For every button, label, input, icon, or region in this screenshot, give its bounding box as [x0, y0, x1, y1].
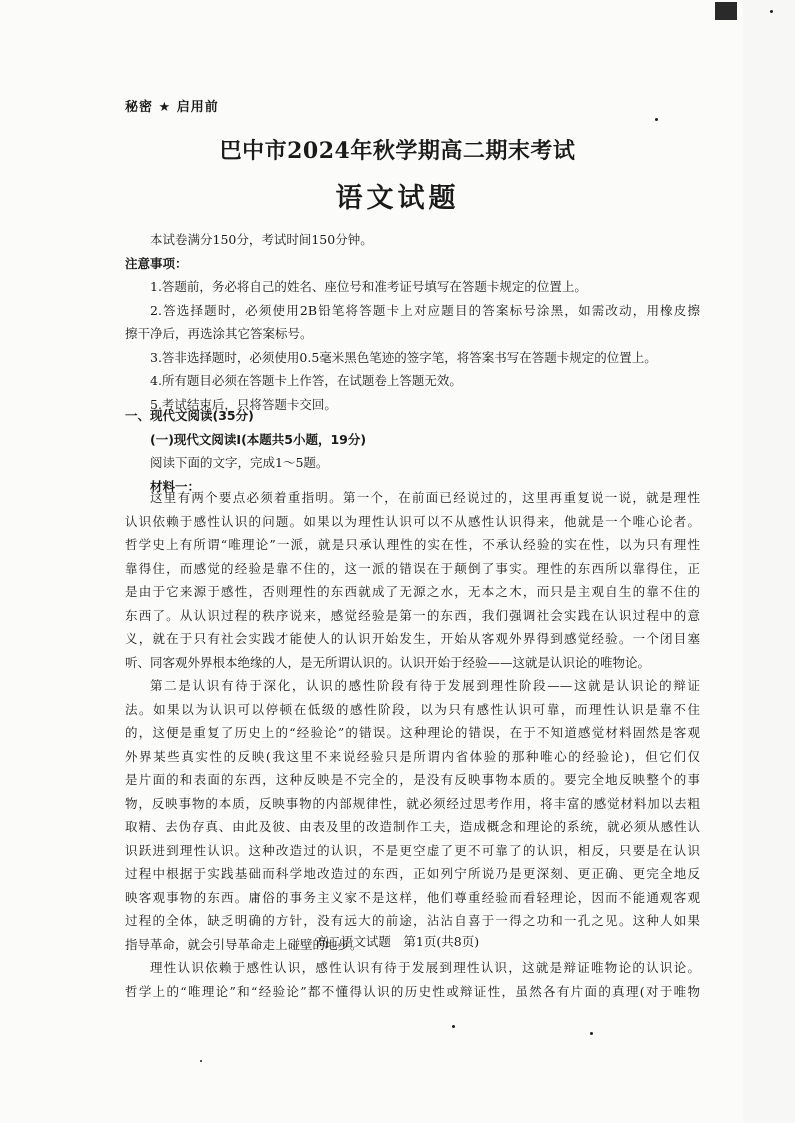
passage-line: 指导革命，就会引导革命走上碰壁的地步。: [125, 936, 363, 952]
note-item: 3.答非选择题时，必须使用0.5毫米黑色笔迹的签字笔，将答案书写在答题卡规定的位置上。: [150, 349, 657, 365]
notes-heading: 注意事项：: [125, 255, 188, 271]
confidential-label: 秘密 ★ 启用前: [125, 100, 219, 115]
passage-line: 这里有两个要点必须着重指明。第一个，在前面已经说过的，这里再重复说一说，就是理性: [150, 490, 700, 505]
passage-line: 靠得住，而感觉的经验是靠不住的，这一派的错误在于颠倒了事实。理性的东西所以靠得住，正: [125, 560, 700, 576]
passage-line: 法。如果以为认识可以停顿在低级的感性阶段，以为只有感性认识可靠，而理性认识是靠不住: [125, 701, 700, 717]
scan-speck: [655, 118, 658, 121]
passage-line: 映客观事物的东西。庸俗的事务主义家不是这样，他们尊重经验而看轻理论，因而不能通观客观: [125, 889, 700, 905]
passage-line: 认识依赖于感性认识的问题。如果以为理性认识可以不从感性认识得来，他就是一个唯心论者。: [125, 513, 700, 529]
passage-line: 是片面的和表面的东西，这种反映是不完全的，是没有反映事物本质的。要完全地反映整个的事: [125, 772, 700, 787]
passage: [125, 486, 700, 1003]
subsection-title: (一)现代文阅读Ⅰ(本题共5小题，19分): [150, 431, 367, 447]
passage-line: 过程的全体，缺乏明确的方针，没有远大的前途，沾沾自喜于一得之功和一孔之见。这种人如果: [125, 913, 700, 928]
passage-line: 是由于它来源于感性，否则理性的东西就成了无源之水，无本之木，而只是主观自生的靠不住的: [125, 584, 700, 599]
passage-line: 物，反映事物的本质，反映事物的内部规律性，就必须经过思考作用，将丰富的感觉材料加以去粗: [125, 795, 700, 811]
scan-speck: [590, 1032, 593, 1035]
scan-speck: [452, 1025, 455, 1028]
reading-section: [125, 404, 700, 498]
note-item: 2.答选择题时，必须使用2B铅笔将答题卡上对应题目的答案标号涂黑，如需改动，用橡皮擦: [150, 302, 700, 318]
note-item: 4.所有题目必须在答题卡上作答，在试题卷上答题无效。: [150, 373, 462, 388]
passage-line: 哲学史上有所谓“唯理论”一派，就是只承认理性的实在性，不承认经验的实在性，以为只有理性: [125, 537, 700, 552]
instructions: [125, 228, 700, 416]
passage-line: 过程中根据于实践基础而科学地改造过的东西，正如列宁所说乃是更深刻、更正确、更完全地反: [125, 866, 700, 881]
passage-line: 东西了。从认识过程的秩序说来，感觉经验是第一的东西，我们强调社会实践在认识过程中的意: [125, 607, 700, 623]
note-item: 5.考试结束后，只将答题卡交回。: [150, 396, 337, 412]
section-title: 一、现代文阅读(35分): [125, 408, 254, 423]
passage-line: 的，这便是重复了历史上的“经验论”的错误。这种理论的错误，在于不知道感觉材料固然是客观: [125, 725, 700, 740]
passage-line: 哲学上的“唯理论”和“经验论”都不懂得认识的历史性或辩证性，虽然各有片面的真理(对于唯物: [125, 983, 700, 999]
passage-line: 识跃进到理性认识。这种改造过的认识，不是更空虚了更不可靠了的认识，相反，只要是在认识: [125, 842, 700, 858]
reading-direction: 阅读下面的文字，完成1～5题。: [150, 455, 329, 470]
passage-line: 义，就在于只有社会实践才能使人的认识开始发生，开始从客观外界得到感觉经验。一个闭目塞: [125, 631, 700, 646]
note-item: 1.答题前，务必将自己的姓名、座位号和准考证号填写在答题卡规定的位置上。: [150, 279, 587, 294]
note-item: 擦干净后，再选涂其它答案标号。: [125, 326, 313, 341]
exam-intro: 本试卷满分150分，考试时间150分钟。: [150, 232, 373, 247]
page-footer: 高二语文试题 第1页(共8页): [315, 934, 480, 949]
scan-edge: [743, 0, 795, 1123]
passage-line: 理性认识依赖于感性认识，感性认识有待于发展到理性认识，这就是辩证唯物论的认识论。: [150, 960, 700, 975]
scan-speck: [200, 1060, 202, 1062]
passage-line: 外界某些真实性的反映(我这里不来说经验只是所谓内省体验的那种唯心的经验论)，但它们仅: [125, 748, 700, 764]
passage-line: 第二是认识有待于深化，认识的感性阶段有待于发展到理性阶段——这就是认识论的辩证: [150, 678, 700, 693]
passage-line: 取精、去伪存真、由此及彼、由表及里的改造制作工夫，造成概念和理论的系统，就必须从感性认: [125, 819, 700, 834]
exam-title: 巴中市2024年秋学期高二期末考试: [219, 138, 576, 164]
passage-line: 听、同客观外界根本绝缘的人，是无所谓认识的。认识开始于经验——这就是认识论的唯物论。: [125, 654, 651, 670]
material-label: 材料一：: [150, 478, 201, 494]
scan-corner-mark: [715, 2, 737, 20]
subject-title: 语文试题: [335, 183, 460, 214]
scan-speck: [770, 10, 773, 13]
